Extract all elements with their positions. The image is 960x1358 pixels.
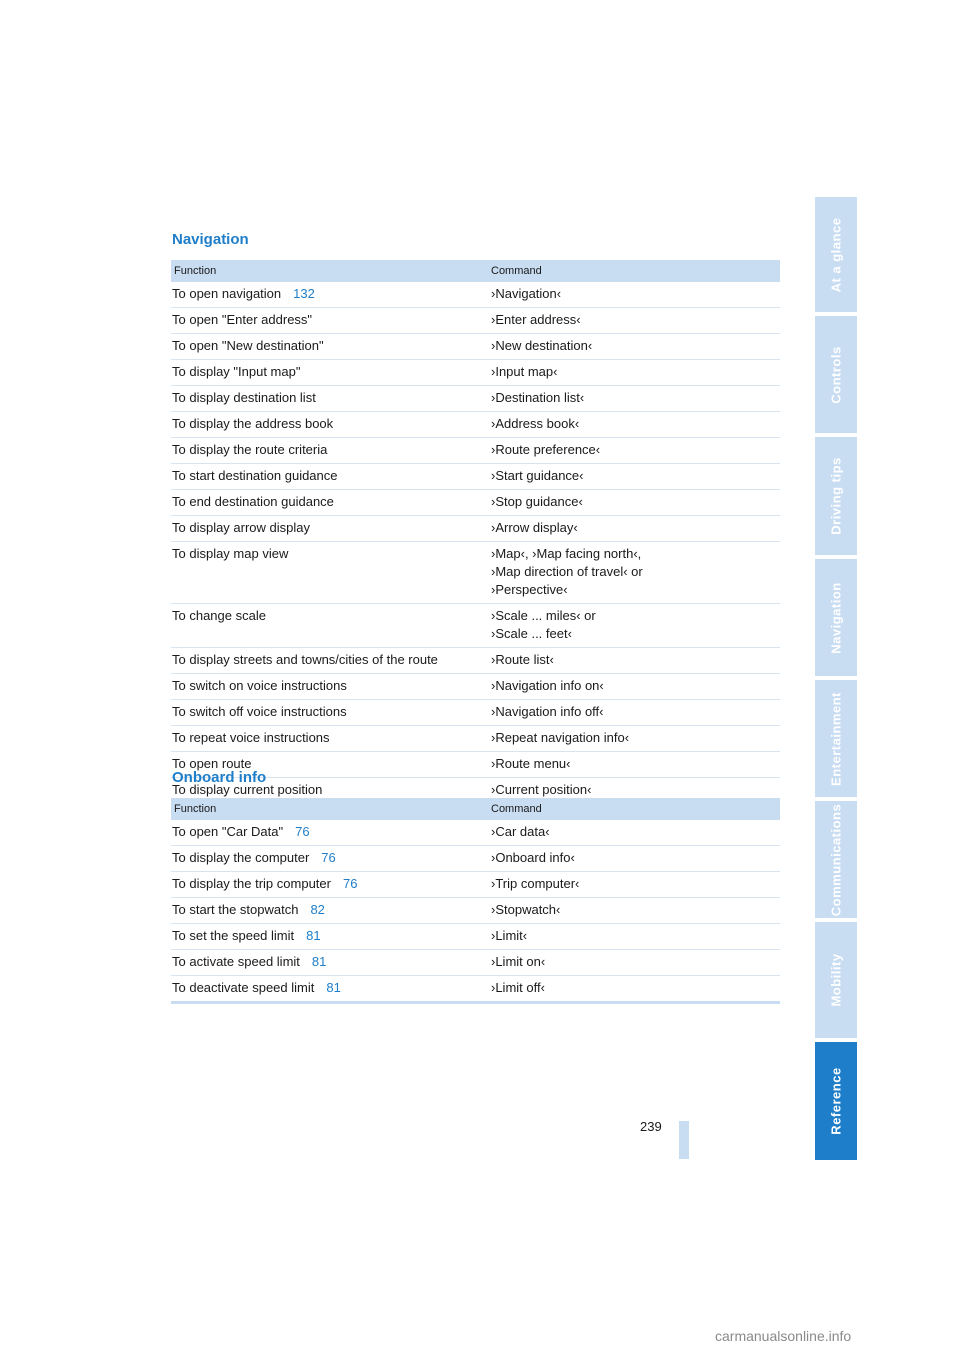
chapter-tab-label: At a glance xyxy=(828,217,844,292)
onboard-info-commands-table xyxy=(171,798,780,1004)
function-text: To display the address book xyxy=(172,416,334,431)
voice-command-text: ›Stopwatch‹ xyxy=(491,902,561,917)
function-cell xyxy=(171,490,487,516)
function-text: To display the trip computer xyxy=(172,876,331,891)
function-cell xyxy=(171,950,487,976)
voice-command-text: ›New destination‹ xyxy=(491,338,593,353)
command-cell xyxy=(487,308,780,334)
page-number: 239 xyxy=(640,1119,662,1134)
voice-command-text: ›Input map‹ xyxy=(491,364,558,379)
table-header-row xyxy=(171,798,780,820)
command-cell xyxy=(487,412,780,438)
voice-command-text: ›Car data‹ xyxy=(491,824,550,839)
page-reference-link[interactable]: 76 xyxy=(295,824,310,839)
function-text: To repeat voice instructions xyxy=(172,730,330,745)
command-cell xyxy=(487,360,780,386)
voice-command-text: ›Enter address‹ xyxy=(491,312,581,327)
function-text: To deactivate speed limit xyxy=(172,980,315,995)
command-column-header: Command xyxy=(487,798,780,820)
voice-command-text: ›Route list‹ xyxy=(491,652,554,667)
function-cell xyxy=(171,516,487,542)
page-reference-link[interactable]: 132 xyxy=(293,286,315,301)
function-column-header: Function xyxy=(171,260,487,282)
chapter-tab[interactable] xyxy=(815,197,857,312)
command-cell xyxy=(487,752,780,778)
function-text: To display map view xyxy=(172,546,289,561)
onboard-info-section-title: Onboard info xyxy=(172,769,267,786)
command-cell xyxy=(487,976,780,1003)
table-header-row xyxy=(171,260,780,282)
table-row xyxy=(171,490,780,516)
chapter-tab[interactable] xyxy=(815,1042,857,1160)
voice-command-text: ›Limit on‹ xyxy=(491,954,546,969)
chapter-tab-label: Entertainment xyxy=(828,691,844,786)
table-row xyxy=(171,334,780,360)
page-reference-link[interactable]: 76 xyxy=(321,850,336,865)
function-text: To display current position xyxy=(172,782,323,797)
function-cell xyxy=(171,438,487,464)
command-cell xyxy=(487,490,780,516)
function-text: To set the speed limit xyxy=(172,928,295,943)
function-text: To change scale xyxy=(172,608,266,623)
voice-command-text: ›Navigation info on‹ xyxy=(491,678,604,693)
voice-command-text: ›Scale ... miles‹ or xyxy=(491,608,596,623)
function-text: To open route xyxy=(172,756,252,771)
command-cell xyxy=(487,648,780,674)
page-number-bar xyxy=(679,1121,689,1159)
function-cell xyxy=(171,976,487,1003)
command-cell xyxy=(487,924,780,950)
page-reference-link[interactable]: 76 xyxy=(342,876,358,891)
command-cell xyxy=(487,604,780,648)
command-cell xyxy=(487,700,780,726)
table-row xyxy=(171,726,780,752)
function-text: To display destination list xyxy=(172,390,316,405)
function-cell xyxy=(171,334,487,360)
function-text: To display streets and towns/cities of the route xyxy=(172,652,438,667)
chapter-tab[interactable] xyxy=(815,316,857,433)
table-row xyxy=(171,976,780,1003)
table-row xyxy=(171,412,780,438)
chapter-tab-label: Reference xyxy=(828,1067,844,1135)
function-text: To open "Car Data" xyxy=(172,824,284,839)
command-cell xyxy=(487,386,780,412)
table-row xyxy=(171,674,780,700)
function-cell xyxy=(171,924,487,950)
chapter-tab[interactable] xyxy=(815,437,857,555)
voice-command-text: ›Destination list‹ xyxy=(491,390,585,405)
page-reference-link[interactable]: 81 xyxy=(311,954,327,969)
command-cell xyxy=(487,950,780,976)
function-text: To open "New destination" xyxy=(172,338,324,353)
voice-command-text: ›Navigation‹ xyxy=(491,286,562,301)
function-text: To open "Enter address" xyxy=(172,312,313,327)
chapter-tab-label: Driving tips xyxy=(828,457,844,535)
command-cell xyxy=(487,438,780,464)
voice-command-text: ›Trip computer‹ xyxy=(491,876,580,891)
table-row xyxy=(171,308,780,334)
function-text: To display the computer xyxy=(172,850,310,865)
table-row xyxy=(171,648,780,674)
function-text: To display "Input map" xyxy=(172,364,301,379)
function-text: To activate speed limit xyxy=(172,954,300,969)
function-cell xyxy=(171,360,487,386)
function-cell xyxy=(171,604,487,648)
table-row xyxy=(171,898,780,924)
voice-command-text: ›Address book‹ xyxy=(491,416,580,431)
chapter-tab[interactable] xyxy=(815,680,857,797)
voice-command-text: ›Route menu‹ xyxy=(491,756,571,771)
command-cell xyxy=(487,334,780,360)
command-cell xyxy=(487,898,780,924)
voice-command-text: ›Route preference‹ xyxy=(491,442,601,457)
table-row xyxy=(171,950,780,976)
table-row xyxy=(171,516,780,542)
command-cell xyxy=(487,872,780,898)
function-text: To open navigation xyxy=(172,286,282,301)
function-cell xyxy=(171,820,487,846)
function-cell xyxy=(171,872,487,898)
voice-command-text: ›Repeat navigation info‹ xyxy=(491,730,630,745)
command-cell xyxy=(487,820,780,846)
table-row xyxy=(171,820,780,846)
chapter-tab[interactable] xyxy=(815,801,857,918)
function-text: To switch off voice instructions xyxy=(172,704,347,719)
voice-command-text: ›Limit off‹ xyxy=(491,980,545,995)
chapter-tab[interactable] xyxy=(815,922,857,1038)
chapter-tab-label: Mobility xyxy=(828,953,844,1007)
command-cell xyxy=(487,542,780,604)
voice-command-text: ›Start guidance‹ xyxy=(491,468,584,483)
table-row xyxy=(171,438,780,464)
function-text: To switch on voice instructions xyxy=(172,678,347,693)
command-cell xyxy=(487,282,780,308)
chapter-tab-label: Controls xyxy=(828,345,844,404)
table-row xyxy=(171,700,780,726)
function-text: To start destination guidance xyxy=(172,468,338,483)
chapter-tabs xyxy=(815,197,857,1160)
voice-command-text: ›Scale ... feet‹ xyxy=(491,626,572,641)
voice-command-text: ›Limit‹ xyxy=(491,928,528,943)
function-cell xyxy=(171,700,487,726)
voice-command-text: ›Map direction of travel‹ or xyxy=(491,564,643,579)
function-cell xyxy=(171,648,487,674)
chapter-tab-label: Navigation xyxy=(828,581,844,654)
page-reference-link[interactable]: 81 xyxy=(306,928,321,943)
voice-command-text: ›Onboard info‹ xyxy=(491,850,575,865)
function-cell xyxy=(171,464,487,490)
function-text: To start the stopwatch xyxy=(172,902,299,917)
table-row xyxy=(171,924,780,950)
function-cell xyxy=(171,386,487,412)
voice-command-text: ›Map‹, ›Map facing north‹, xyxy=(491,546,642,561)
voice-command-text: ›Arrow display‹ xyxy=(491,520,578,535)
watermark: carmanualsonline.info xyxy=(715,1328,852,1344)
function-cell xyxy=(171,412,487,438)
table-row xyxy=(171,872,780,898)
function-cell xyxy=(171,898,487,924)
function-cell xyxy=(171,282,487,308)
voice-command-text: ›Stop guidance‹ xyxy=(491,494,583,509)
function-text: To display the route criteria xyxy=(172,442,328,457)
command-column-header: Command xyxy=(487,260,780,282)
navigation-commands-table xyxy=(171,260,780,806)
table-row xyxy=(171,542,780,604)
command-cell xyxy=(487,464,780,490)
command-cell xyxy=(487,846,780,872)
table-row xyxy=(171,846,780,872)
command-cell xyxy=(487,726,780,752)
table-row xyxy=(171,464,780,490)
voice-command-text: ›Perspective‹ xyxy=(491,582,568,597)
command-cell xyxy=(487,674,780,700)
function-cell xyxy=(171,308,487,334)
function-cell xyxy=(171,726,487,752)
function-column-header: Function xyxy=(171,798,487,820)
command-cell xyxy=(487,516,780,542)
table-row xyxy=(171,386,780,412)
voice-command-text: ›Current position‹ xyxy=(491,782,592,797)
chapter-tab[interactable] xyxy=(815,559,857,676)
page-reference-link[interactable]: 81 xyxy=(326,980,341,995)
table-row xyxy=(171,604,780,648)
function-text: To end destination guidance xyxy=(172,494,334,509)
function-cell xyxy=(171,846,487,872)
chapter-tab-label: Communications xyxy=(828,803,844,916)
function-cell xyxy=(171,542,487,604)
page-reference-link[interactable]: 82 xyxy=(310,902,325,917)
function-text: To display arrow display xyxy=(172,520,311,535)
table-row xyxy=(171,360,780,386)
table-row xyxy=(171,282,780,308)
voice-command-text: ›Navigation info off‹ xyxy=(491,704,604,719)
navigation-section-title: Navigation xyxy=(172,231,249,248)
function-cell xyxy=(171,674,487,700)
